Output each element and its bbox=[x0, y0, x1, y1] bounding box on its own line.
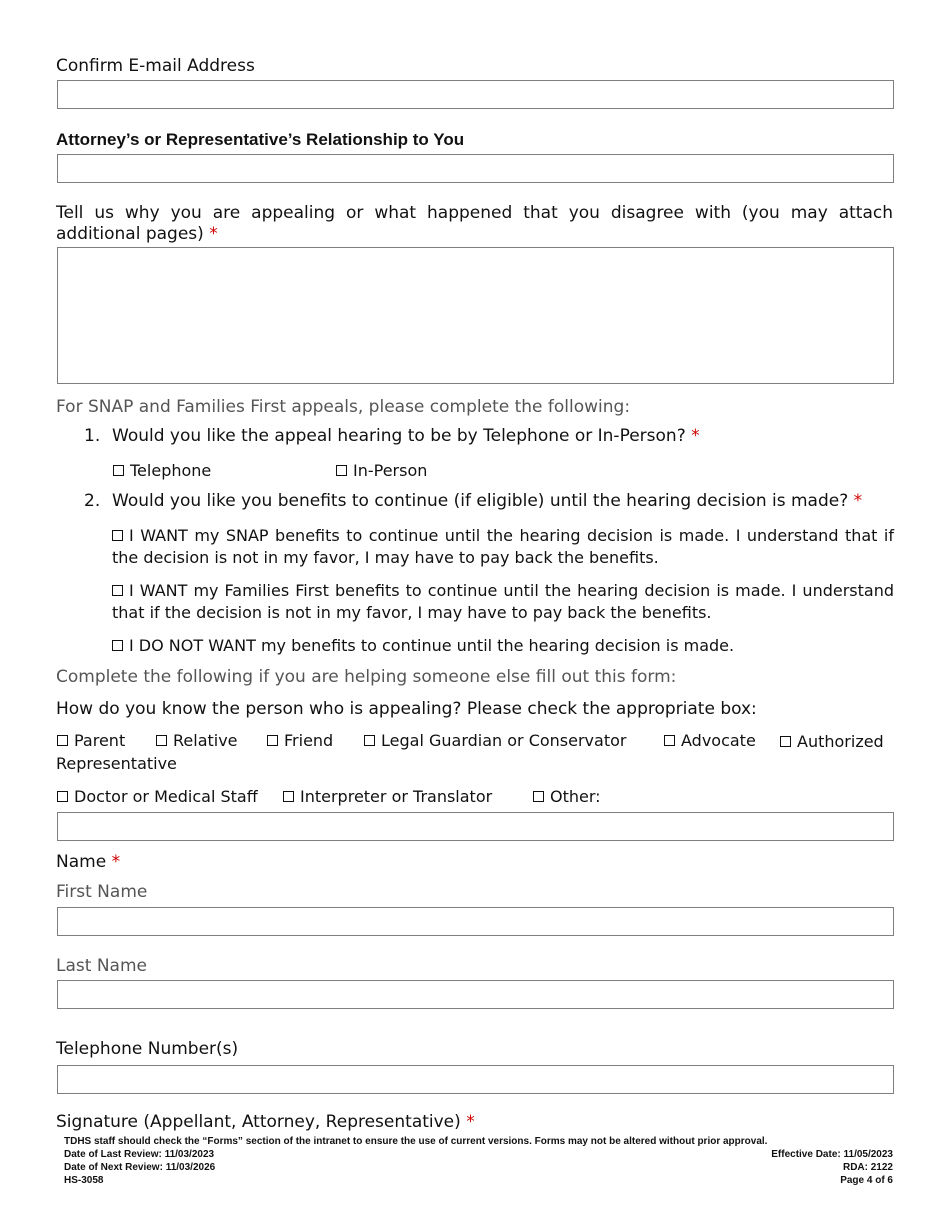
checkbox-icon[interactable] bbox=[113, 465, 124, 476]
checkbox-icon[interactable] bbox=[283, 791, 294, 802]
reason-textarea[interactable] bbox=[57, 247, 894, 384]
telephone-input[interactable] bbox=[57, 1065, 894, 1094]
reason-label: Tell us why you are appealing or what happened that you disagree with (you may attach additional pages) * bbox=[56, 203, 893, 244]
checkbox-icon[interactable] bbox=[112, 585, 123, 596]
q1-number: 1. bbox=[84, 426, 101, 446]
option-parent[interactable]: Parent bbox=[57, 731, 125, 750]
option-in-person[interactable]: In-Person bbox=[336, 461, 427, 480]
required-marker: * bbox=[209, 224, 218, 244]
last-name-label: Last Name bbox=[56, 956, 147, 976]
required-marker: * bbox=[111, 852, 121, 872]
q2-text: Would you like you benefits to continue (if eligible) until the hearing decision is made? * bbox=[112, 491, 863, 511]
checkbox-icon[interactable] bbox=[57, 791, 68, 802]
option-do-not-want[interactable]: I DO NOT WANT my benefits to continue until the hearing decision is made. bbox=[112, 635, 894, 657]
required-marker: * bbox=[691, 426, 700, 446]
confirm-email-input[interactable] bbox=[57, 80, 894, 109]
q1-text: Would you like the appeal hearing to be by Telephone or In-Person? * bbox=[112, 426, 700, 446]
option-interpreter[interactable]: Interpreter or Translator bbox=[283, 787, 492, 806]
confirm-email-label: Confirm E-mail Address bbox=[56, 56, 255, 76]
first-name-input[interactable] bbox=[57, 907, 894, 936]
relationship-label: Attorney’s or Representative’s Relationship to You bbox=[56, 130, 465, 149]
option-relative[interactable]: Relative bbox=[156, 731, 238, 750]
option-want-snap[interactable]: I WANT my SNAP benefits to continue until the hearing decision is made. I understand that if the decision is not in my favor, I may have to pay back the benefits. bbox=[112, 526, 894, 567]
option-other[interactable]: Other: bbox=[533, 787, 601, 806]
footer-last-review: Date of Last Review: 11/03/2023 bbox=[64, 1149, 215, 1160]
helper-section-intro: Complete the following if you are helping someone else fill out this form: bbox=[56, 667, 677, 687]
option-doctor[interactable]: Doctor or Medical Staff bbox=[57, 787, 258, 806]
other-relationship-input[interactable] bbox=[57, 812, 894, 841]
relationship-question: How do you know the person who is appealing? Please check the appropriate box: bbox=[56, 699, 757, 719]
footer-form-id: HS-3058 bbox=[64, 1175, 104, 1186]
option-advocate[interactable]: Advocate bbox=[664, 731, 756, 750]
option-legal-guardian[interactable]: Legal Guardian or Conservator bbox=[364, 731, 626, 750]
option-want-families-first[interactable]: I WANT my Families First benefits to continue until the hearing decision is made. I understand that if the decision is not in my favor, I may have to pay back the benefits. bbox=[112, 581, 894, 622]
option-telephone[interactable]: Telephone bbox=[113, 461, 211, 480]
checkbox-icon[interactable] bbox=[780, 736, 791, 747]
signature-label: Signature (Appellant, Attorney, Representative) * bbox=[56, 1112, 475, 1132]
checkbox-icon[interactable] bbox=[336, 465, 347, 476]
footer-notice: TDHS staff should check the “Forms” section of the intranet to ensure the use of current versions. Forms may not be altered without prior approval. bbox=[64, 1136, 768, 1147]
telephone-label: Telephone Number(s) bbox=[56, 1039, 239, 1059]
name-label: Name * bbox=[56, 852, 121, 872]
q2-number: 2. bbox=[84, 491, 101, 511]
checkbox-icon[interactable] bbox=[533, 791, 544, 802]
first-name-label: First Name bbox=[56, 882, 148, 902]
footer-next-review: Date of Next Review: 11/03/2026 bbox=[64, 1162, 216, 1173]
required-marker: * bbox=[853, 491, 863, 511]
required-marker: * bbox=[466, 1112, 475, 1132]
footer-rda: RDA: 2122 bbox=[842, 1162, 893, 1173]
checkbox-icon[interactable] bbox=[112, 640, 123, 651]
footer-effective-date: Effective Date: 11/05/2023 bbox=[771, 1149, 893, 1160]
checkbox-icon[interactable] bbox=[112, 530, 123, 541]
option-friend[interactable]: Friend bbox=[267, 731, 333, 750]
snap-section-intro: For SNAP and Families First appeals, please complete the following: bbox=[56, 397, 631, 417]
relationship-input[interactable] bbox=[57, 154, 894, 183]
last-name-input[interactable] bbox=[57, 980, 894, 1009]
footer-page-number: Page 4 of 6 bbox=[840, 1175, 893, 1186]
option-authorized-representative[interactable]: Authorized Representative bbox=[56, 732, 884, 773]
